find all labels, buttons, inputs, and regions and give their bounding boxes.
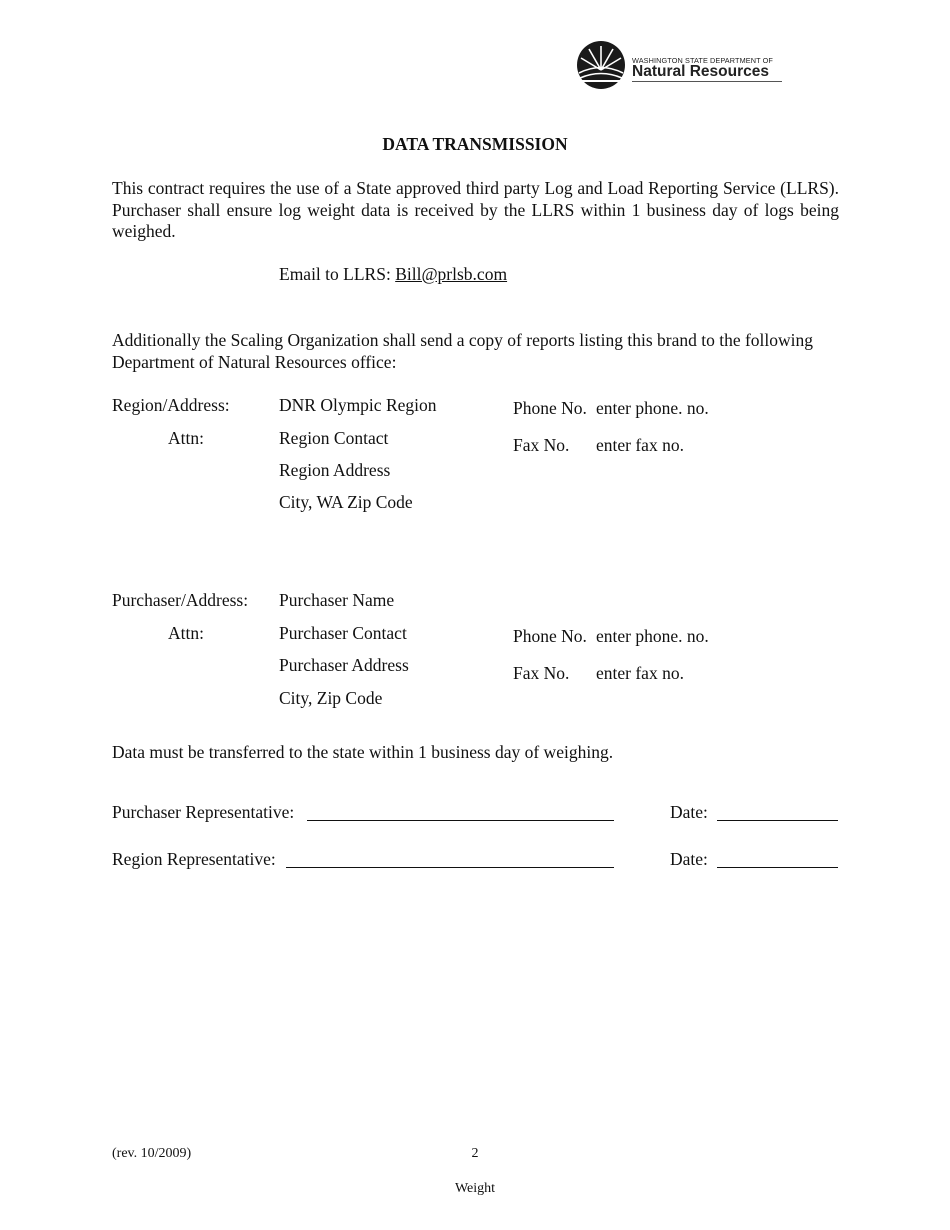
purchaser-line-contact: Purchaser Contact (279, 623, 407, 643)
email-line (279, 266, 507, 284)
transfer-statement: Data must be transferred to the state within 1 business day of weighing. (112, 742, 614, 762)
region-date-label: Date: (670, 849, 708, 869)
email-label: Email to LLRS: (279, 264, 396, 284)
purchaser-line-city: City, Zip Code (279, 688, 383, 708)
page-title: DATA TRANSMISSION (382, 134, 568, 154)
revision-note: (rev. 10/2009) (112, 1146, 192, 1161)
purchaser-date-label: Date: (670, 802, 708, 822)
logo-underline (632, 81, 782, 82)
logo-name: Natural Resources (632, 63, 769, 80)
purchaser-fax-value[interactable]: enter fax no. (596, 663, 684, 683)
purchaser-phone-value[interactable]: enter phone. no. (596, 626, 709, 646)
purchaser-phone-label: Phone No. (513, 626, 587, 646)
region-line-name: DNR Olympic Region (279, 395, 437, 415)
purchaser-address-label: Purchaser/Address: (112, 590, 249, 610)
region-rep-label: Region Representative: (112, 849, 276, 869)
purchaser-line-address: Purchaser Address (279, 655, 409, 675)
purchaser-rep-signature-line[interactable] (307, 820, 614, 821)
page-number: 2 (471, 1146, 479, 1161)
region-phone-label: Phone No. (513, 398, 587, 418)
dnr-sunburst-logo-icon (576, 40, 626, 95)
region-rep-signature-line[interactable] (286, 867, 614, 868)
purchaser-rep-label: Purchaser Representative: (112, 802, 295, 822)
purchaser-line-name: Purchaser Name (279, 590, 395, 610)
purchaser-fax-label: Fax No. (513, 663, 570, 683)
intro-paragraph: This contract requires the use of a State approved third party Log and Load Reporting Service (LLRS). Purchaser shall ensure log weight data is received by the LLRS within 1 business day of logs being weighed. (112, 178, 839, 241)
logo-subtitle: WASHINGTON STATE DEPARTMENT OF (632, 56, 773, 65)
region-fax-label: Fax No. (513, 435, 570, 455)
section-footer: Weight (454, 1181, 496, 1196)
region-line-city: City, WA Zip Code (279, 492, 413, 512)
region-date-line[interactable] (717, 867, 838, 868)
purchaser-date-line[interactable] (717, 820, 838, 821)
additional-paragraph: Additionally the Scaling Organization shall send a copy of reports listing this brand to the following Department of Natural Resources office: (112, 330, 814, 372)
email-link[interactable]: Bill@prlsb.com (395, 264, 508, 284)
region-line-address: Region Address (279, 460, 391, 480)
region-phone-value[interactable]: enter phone. no. (596, 398, 709, 418)
region-attn-label: Attn: (168, 428, 204, 448)
region-line-contact: Region Contact (279, 428, 389, 448)
purchaser-attn-label: Attn: (168, 623, 204, 643)
region-address-label: Region/Address: (112, 395, 230, 415)
region-fax-value[interactable]: enter fax no. (596, 435, 684, 455)
